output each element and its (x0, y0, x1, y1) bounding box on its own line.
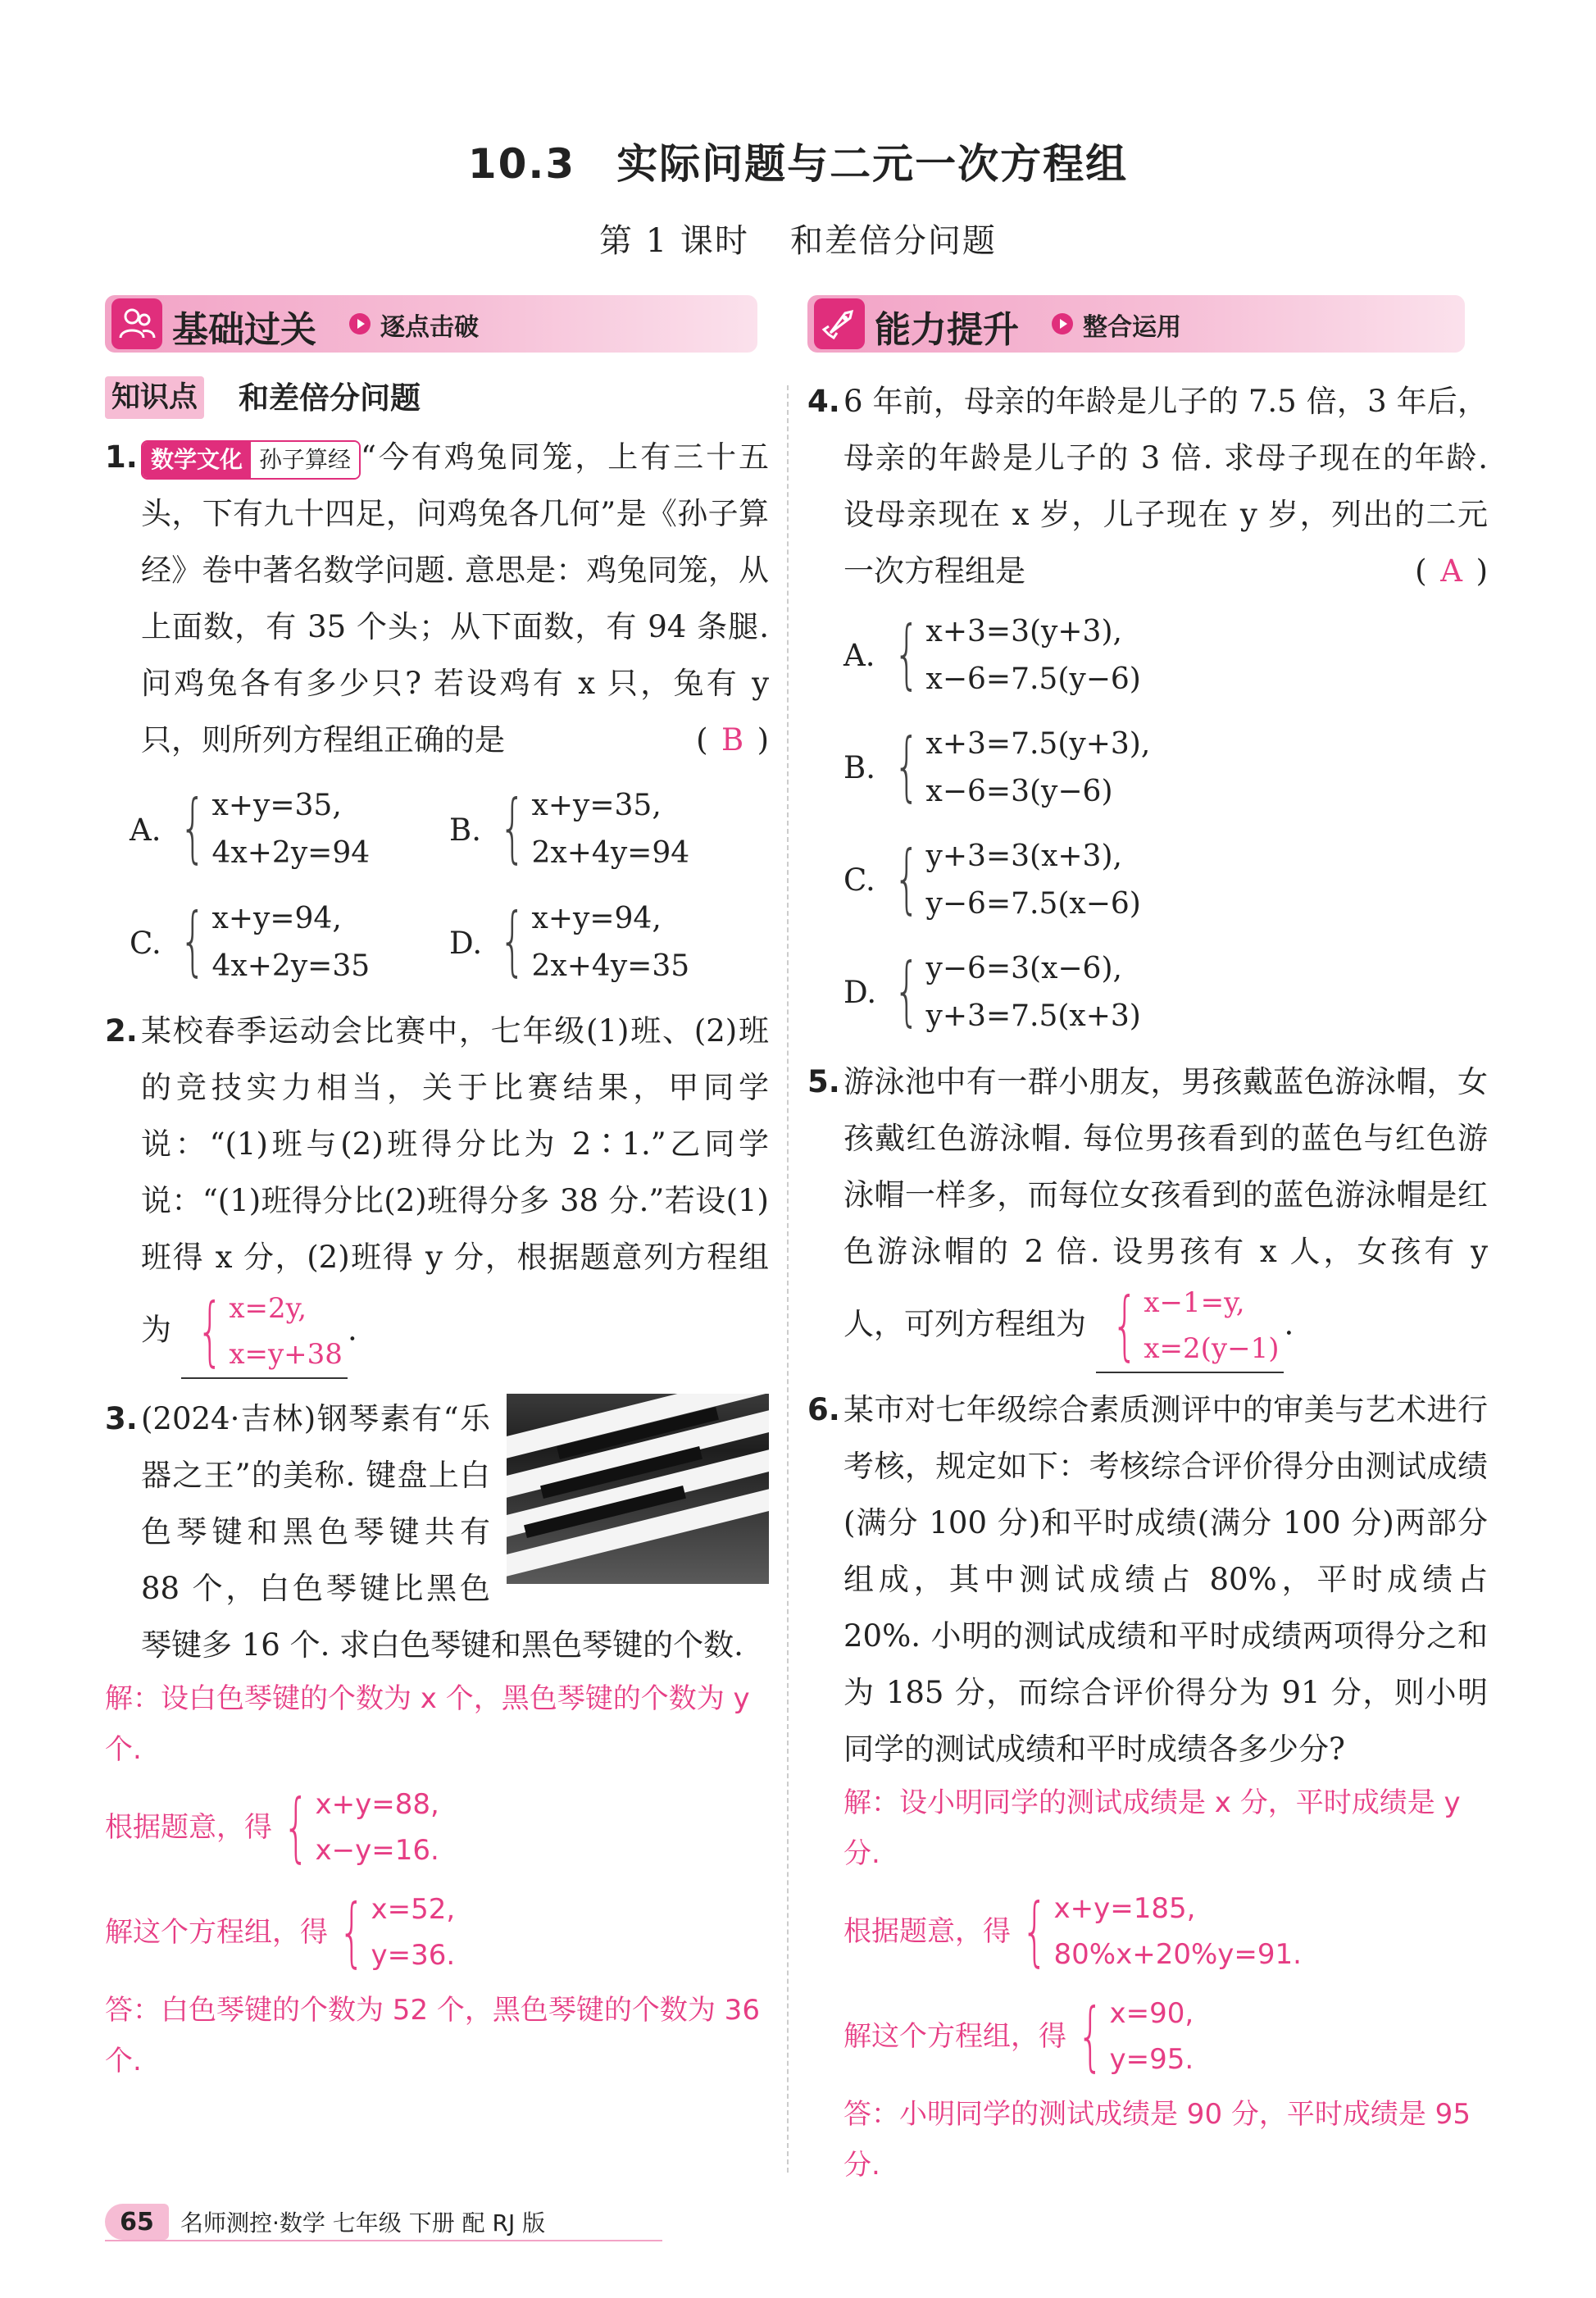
option-d: D. { y−6=3(x−6), y+3=7.5(x+3) (807, 936, 1488, 1049)
basic-band (105, 295, 757, 353)
equation: x=52, (371, 1893, 456, 1926)
option-label: D. (449, 925, 483, 961)
answer-blank: { x−1=y, x=2(y−1) (1096, 1280, 1285, 1373)
equation: y+3=7.5(x+3) (925, 999, 1141, 1033)
lesson-number: 第 1 课时 (599, 222, 749, 260)
equation: x+y=185, (1053, 1892, 1196, 1925)
piano-keys-image (507, 1394, 769, 1584)
left-column (105, 373, 769, 2086)
solution-answer: 答：小明同学的测试成绩是 90 分，平时成绩是 95 分. (843, 2098, 1471, 2182)
solution-system: 根据题意，得 { x+y=88, x−y=16. (105, 1775, 769, 1880)
option-a: A. { x+3=3(y+3), x−6=7.5(y−6) (807, 599, 1488, 712)
equation: x+y=94, (211, 902, 342, 935)
culture-badge (141, 440, 361, 480)
equation: x+y=88, (315, 1788, 439, 1821)
question-1 (105, 429, 769, 768)
rocket-icon (814, 298, 865, 349)
section-title-text: 实际问题与二元一次方程组 (616, 140, 1129, 188)
question-number: 4. (807, 384, 840, 419)
question-number: 6. (807, 1392, 840, 1427)
answer-parens: ( A ) (1415, 543, 1488, 599)
footer-rule (105, 2240, 662, 2241)
equation: y−6=7.5(x−6) (925, 886, 1141, 921)
footer-text: 名师测控·数学 七年级 下册 配 RJ 版 (180, 2209, 546, 2237)
answer-blank: { x=2y, x=y+38 (181, 1286, 348, 1379)
advanced-band (807, 295, 1465, 353)
advanced-band-title: 能力提升 (875, 309, 1019, 351)
equation: 2x+4y=94 (531, 836, 690, 870)
lesson-topic: 和差倍分问题 (789, 222, 997, 260)
question-4 (807, 373, 1488, 599)
equation: 4x+2y=94 (211, 836, 371, 870)
option-c: C. { y+3=3(x+3), y−6=7.5(x−6) (807, 824, 1488, 936)
section-title (0, 131, 1596, 190)
question-text: 6 年前，母亲的年龄是儿子的 7.5 倍，3 年后，母亲的年龄是儿子的 3 倍. 求母子现在的年龄. 设母亲现在 x 岁，儿子现在 y 岁，列出的二元一次方程组是 (843, 384, 1488, 589)
solution-result: 解这个方程组，得 { x=90, y=95. (843, 1984, 1488, 2089)
option-b: B. { x+3=7.5(y+3), x−6=3(y−6) (807, 712, 1488, 824)
play-icon (1052, 313, 1073, 334)
equation: 80%x+20%y=91. (1053, 1938, 1302, 1971)
equation: x−6=3(y−6) (925, 774, 1113, 808)
question-text: (2024·吉林)钢琴素有“乐器之王”的美称. 键盘上白色琴键和黑色琴键共有 88 个，白色琴键比黑色琴键多 16 个. 求白色琴键和黑色琴键的个数. (141, 1401, 743, 1663)
question-5: 5. 游泳池中有一群小朋友，男孩戴蓝色游泳帽，女孩戴红色游泳帽. 每位男孩看到的蓝色与红色游泳帽一样多，而每位女孩看到的蓝色游泳帽是红色游泳帽的 2 倍. 设男孩有 x 人，女孩有 y 人，可列方程组为 { x−1=y, x=2(y−1) . (807, 1053, 1488, 1373)
option-c: C. { x+y=94, 4x+2y=35 (130, 886, 449, 999)
q1-options (130, 773, 769, 999)
question-number: 5. (807, 1064, 840, 1099)
answer-equation: x=2(y−1) (1144, 1332, 1280, 1365)
question-text: 某校春季运动会比赛中，七年级(1)班、(2)班的竞技实力相当，关于比赛结果，甲同学说：“(1)班与(2)班得分比为 2∶1.”乙同学说：“(1)班得分比(2)班得分多 38 分.”若设(1)班得 x 分，(2)班得 y 分，根据题意列方程组为 (141, 1013, 769, 1348)
equation: x+3=7.5(y+3), (925, 726, 1151, 761)
lesson-subtitle (0, 215, 1596, 262)
basic-band-tag: 逐点击破 (380, 313, 479, 342)
question-text: “今有鸡兔同笼，上有三十五头，下有九十四足，问鸡兔各几何”是《孙子算经》卷中著名数学问题. 意思是：鸡兔同笼，从上面数，有 35 个头；从下面数，有 94 条腿. 问鸡兔各有多少只? 若设鸡有 x 只，兔有 y 只，则所列方程组正确的是 (141, 439, 769, 758)
option-label: B. (449, 812, 481, 848)
solution-system: 根据题意，得 { x+y=185, 80%x+20%y=91. (843, 1879, 1488, 1984)
equation: y=95. (1109, 2043, 1194, 2076)
knowledge-label: 知识点 (105, 376, 204, 419)
option-d: D. { x+y=94, 2x+4y=35 (449, 886, 769, 999)
option-label: C. (130, 925, 161, 961)
right-column (807, 373, 1488, 2191)
page-footer (105, 2200, 545, 2244)
equation: 4x+2y=35 (211, 949, 371, 983)
badge-source: 孙子算经 (251, 442, 359, 478)
question-number: 2. (105, 1013, 138, 1049)
equation: x+y=35, (531, 789, 662, 822)
advanced-band-tag: 整合运用 (1083, 313, 1181, 342)
question-text: 游泳池中有一群小朋友，男孩戴蓝色游泳帽，女孩戴红色游泳帽. 每位男孩看到的蓝色与红色游泳帽一样多，而每位女孩看到的蓝色游泳帽是红色游泳帽的 2 倍. 设男孩有 x 人，女孩有 y 人，可列方程组为 (843, 1064, 1488, 1342)
solution-text: 根据题意，得 (843, 1915, 1011, 1948)
knowledge-point (105, 373, 769, 422)
equation: y+3=3(x+3), (925, 839, 1122, 873)
equation: y−6=3(x−6), (925, 951, 1122, 985)
question-6 (807, 1381, 1488, 1777)
option-label: A. (130, 812, 161, 848)
solution-result: 解这个方程组，得 { x=52, y=36. (105, 1880, 769, 1985)
section-number: 10.3 (467, 140, 576, 188)
column-divider (787, 385, 789, 2173)
answer-equation: x=2y, (229, 1292, 307, 1325)
question-text: 某市对七年级综合素质测评中的审美与艺术进行考核，规定如下：考核综合评价得分由测试成绩(满分 100 分)和平时成绩(满分 100 分)两部分组成，其中测试成绩占 80%，平时成绩占 20%. 小明的测试成绩和平时成绩两项得分之和为 185 分，而综合评价得分为 91 分，则小明同学的测试成绩和平时成绩各多少分? (843, 1392, 1488, 1767)
question-3 (105, 1390, 769, 1673)
equation: x+y=35, (211, 789, 342, 822)
page-number: 65 (105, 2204, 169, 2240)
knowledge-title: 和差倍分问题 (239, 380, 421, 416)
equation: x+y=94, (531, 902, 662, 935)
option-b: B. { x+y=35, 2x+4y=94 (449, 773, 769, 886)
option-label: A. (843, 638, 875, 673)
q6-solution (807, 1777, 1488, 2191)
option-a: A. { x+y=35, 4x+2y=94 (130, 773, 449, 886)
equation: 2x+4y=35 (531, 949, 690, 983)
answer-equation: x=y+38 (229, 1338, 343, 1371)
play-icon (349, 313, 371, 334)
option-label: D. (843, 975, 877, 1010)
answer-choice: B (721, 722, 744, 758)
question-2: 2. 某校春季运动会比赛中，七年级(1)班、(2)班的竞技实力相当，关于比赛结果，甲同学说：“(1)班与(2)班得分比为 2∶1.”乙同学说：“(1)班得分比(2)班得分多 38 分.”若设(1)班得 x 分，(2)班得 y 分，根据题意列方程组为 { x=2y, x=y+38 . (105, 1003, 769, 1379)
equation: x=90, (1109, 1997, 1194, 2030)
solution-text: 解这个方程组，得 (843, 2020, 1066, 2053)
answer-choice: A (1440, 553, 1462, 589)
question-number: 1. (105, 439, 138, 475)
basic-band-title: 基础过关 (172, 309, 316, 351)
solution-text: 根据题意，得 (105, 1811, 272, 1844)
equation: x−6=7.5(y−6) (925, 662, 1141, 696)
solution-answer: 答：白色琴键的个数为 52 个，黑色琴键的个数为 36 个. (105, 1994, 760, 2077)
equation: x−y=16. (315, 1834, 439, 1867)
answer-equation: x−1=y, (1144, 1286, 1245, 1319)
option-label: C. (843, 862, 875, 898)
equation: y=36. (371, 1939, 456, 1972)
badge-label: 数学文化 (143, 442, 251, 478)
answer-parens: ( B ) (696, 712, 769, 768)
people-icon (111, 298, 162, 349)
question-number: 3. (105, 1401, 138, 1436)
solution-intro: 解：设小明同学的测试成绩是 x 分，平时成绩是 y 分. (843, 1786, 1461, 1870)
solution-text: 解这个方程组，得 (105, 1916, 328, 1949)
q3-solution (105, 1673, 769, 2086)
option-label: B. (843, 750, 875, 785)
equation: x+3=3(y+3), (925, 614, 1122, 648)
solution-intro: 解：设白色琴键的个数为 x 个，黑色琴键的个数为 y 个. (105, 1682, 750, 1766)
